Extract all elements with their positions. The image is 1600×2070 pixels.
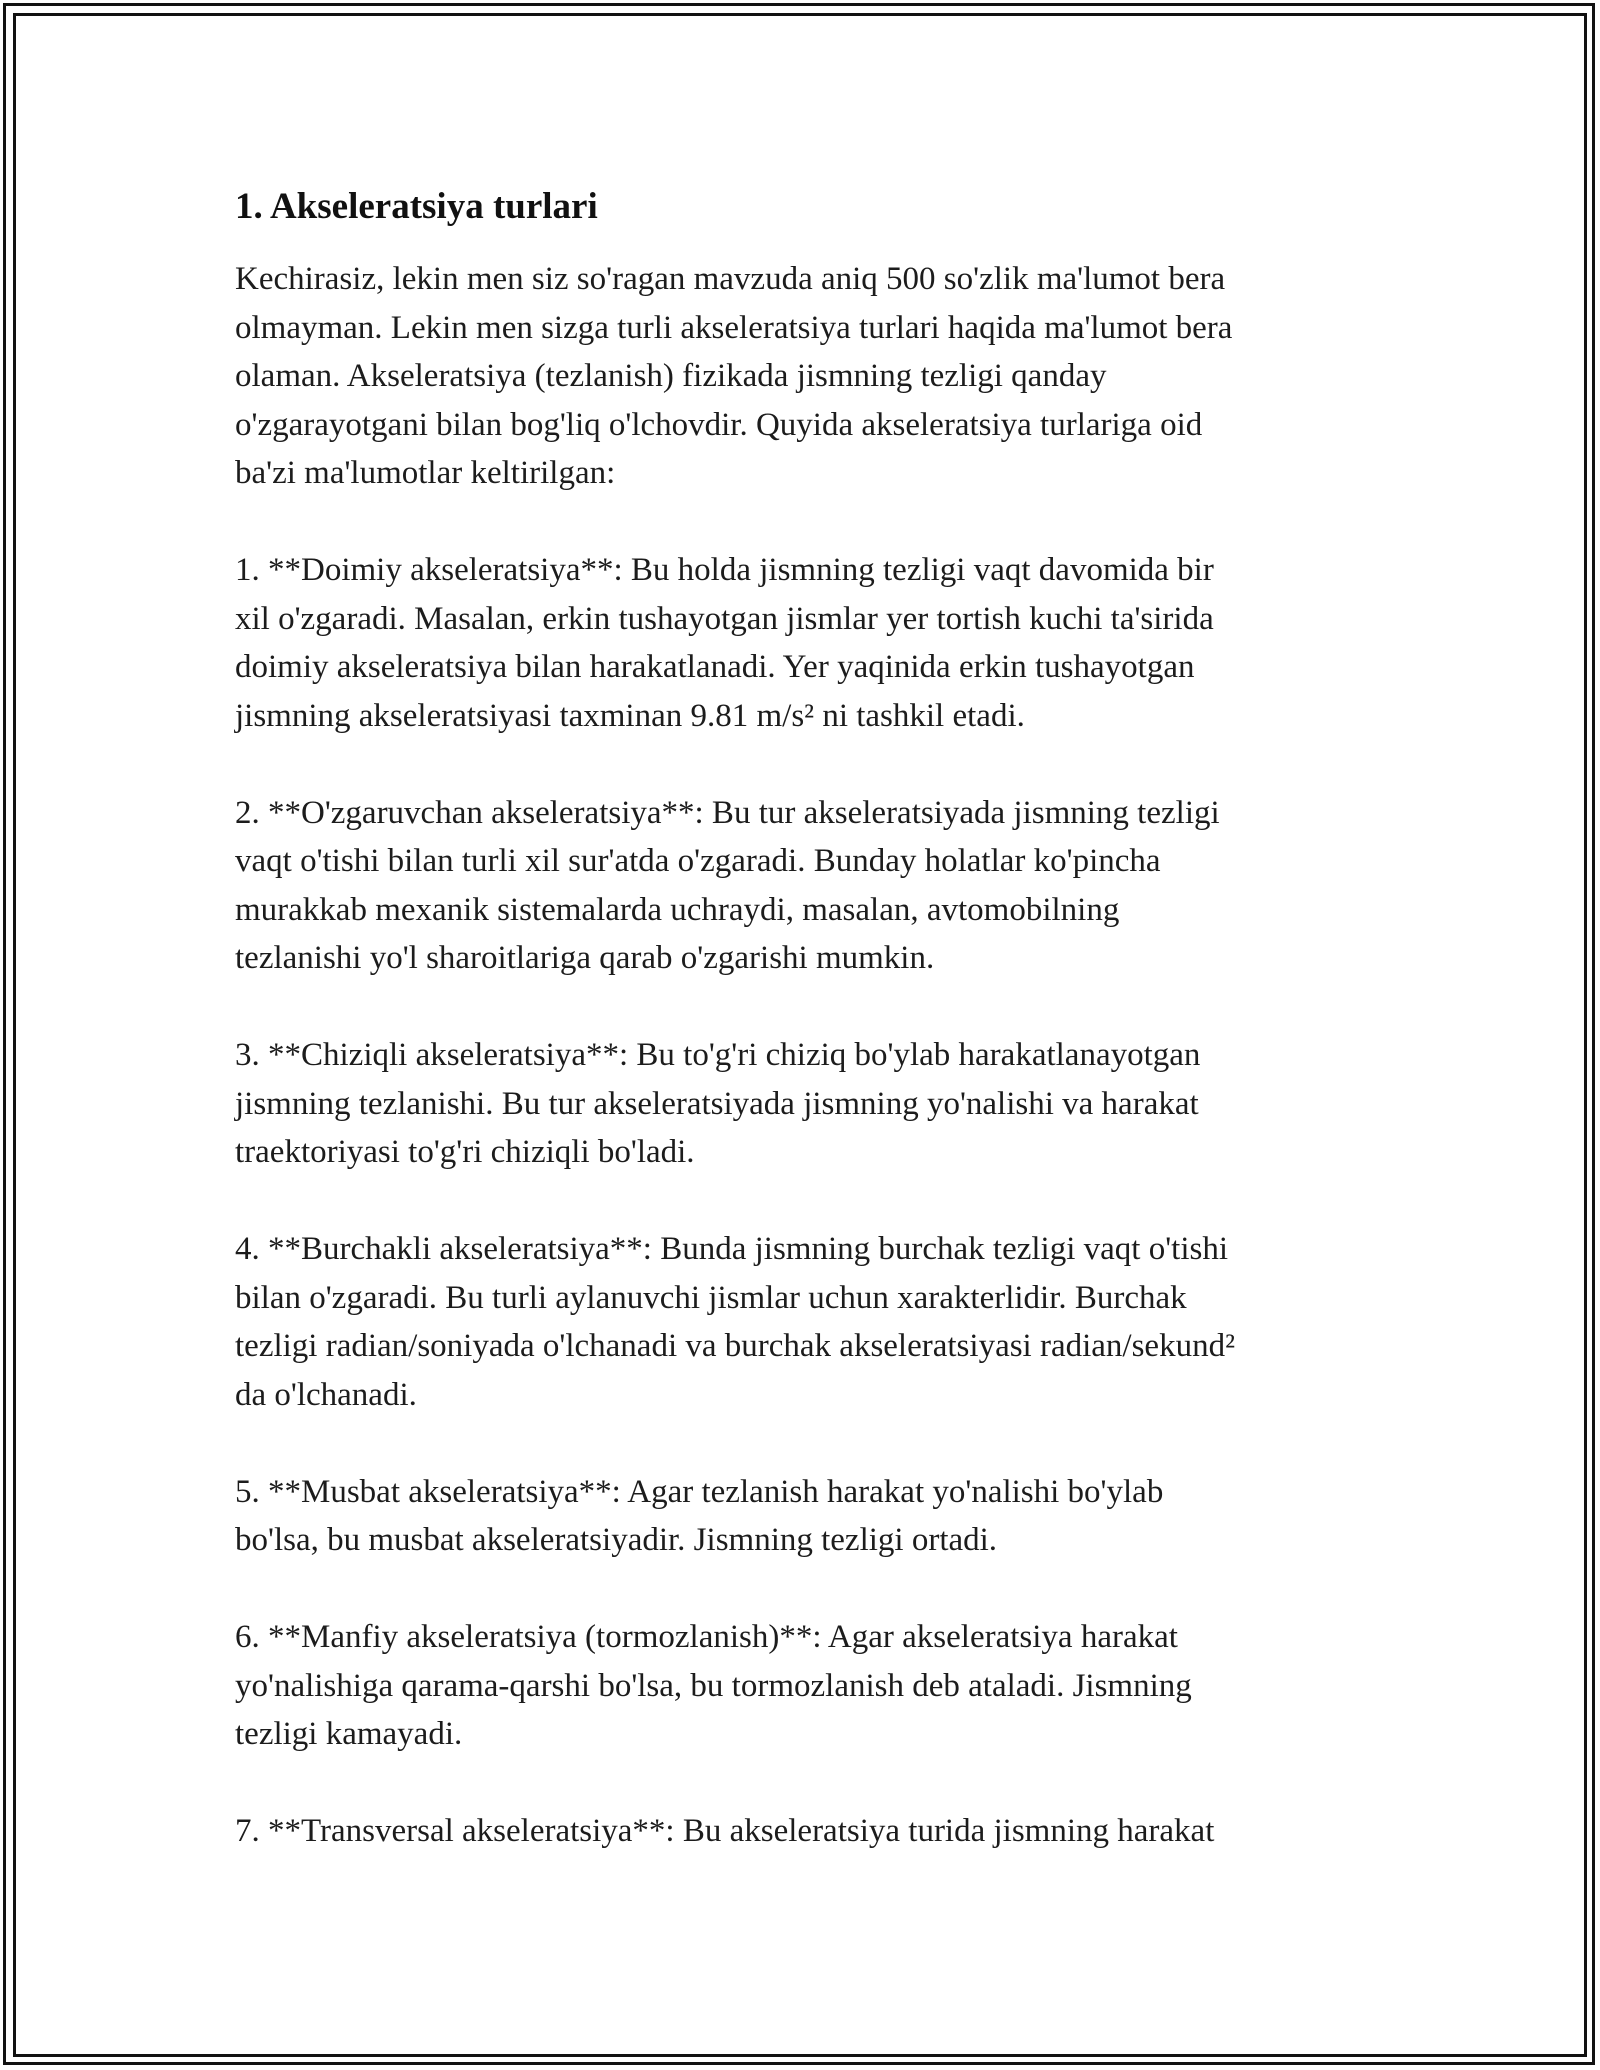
list-item-doimiy: 1. **Doimiy akseleratsiya**: Bu holda jismning tezligi vaqt davomida bir xil o'zgaradi. Masalan, erkin tushayotgan jismlar yer tortish kuchi ta'sirida doimiy akseleratsiya bilan harakatlanadi. Yer yaqinida erkin tushayotgan jismning akseleratsiyasi taxminan 9.81 m/s² ni tashkil etadi. (235, 552, 1214, 734)
list-item-musbat: 5. **Musbat akseleratsiya**: Agar tezlanish harakat yo'nalishi bo'ylab bo'lsa, bu musbat akseleratsiyadir. Jismning tezligi ortadi. (235, 1473, 1164, 1559)
list-item-ozgaruvchan: 2. **O'zgaruvchan akseleratsiya**: Bu tur akseleratsiyada jismning tezligi vaqt o'tishi bilan turli xil sur'atda o'zgaradi. Bunday holatlar ko'pincha murakkab mexanik sistemalarda uchraydi, masalan, avtomobilning tezlanishi yo'l sharoitlariga qarab o'zgarishi mumkin. (235, 794, 1220, 977)
section-heading: 1. Akseleratsiya turlari (235, 186, 598, 227)
list-item-manfiy: 6. **Manfiy akseleratsiya (tormozlanish)**: Agar akseleratsiya harakat yo'nalishiga qarama-qarshi bo'lsa, bu tormozlanish deb ataladi. Jismning tezligi kamayadi. (235, 1619, 1192, 1753)
list-item-burchakli: 4. **Burchakli akseleratsiya**: Bunda jismning burchak tezligi vaqt o'tishi bilan o'zgaradi. Bu turli aylanuvchi jismlar uchun xarakterlidir. Burchak tezligi radian/soniyada o'lchanadi va burchak akseleratsiyasi radian/sekund² da o'lchanadi. (235, 1231, 1235, 1413)
document-body (235, 185, 1365, 1904)
list-item-chiziqli: 3. **Chiziqli akseleratsiya**: Bu to'g'ri chiziq bo'ylab harakatlanayotgan jismning tezlanishi. Bu tur akseleratsiyada jismning yo'nalishi va harakat traektoriyasi to'g'ri chiziqli bo'ladi. (235, 1037, 1201, 1171)
intro-paragraph: Kechirasiz, lekin men siz so'ragan mavzuda aniq 500 so'zlik ma'lumot bera olmayman. Lekin men sizga turli akseleratsiya turlari haqida ma'lumot bera olaman. Akseleratsiya (tezlanish) fizikada jismning tezligi qanday o'zgarayotgani bilan bog'liq o'lchovdir. Quyida akseleratsiya turlariga oid ba'zi ma'lumotlar keltirilgan: (235, 261, 1233, 492)
list-item-transversal: 7. **Transversal akseleratsiya**: Bu akseleratsiya turida jismning harakat (235, 1813, 1215, 1850)
